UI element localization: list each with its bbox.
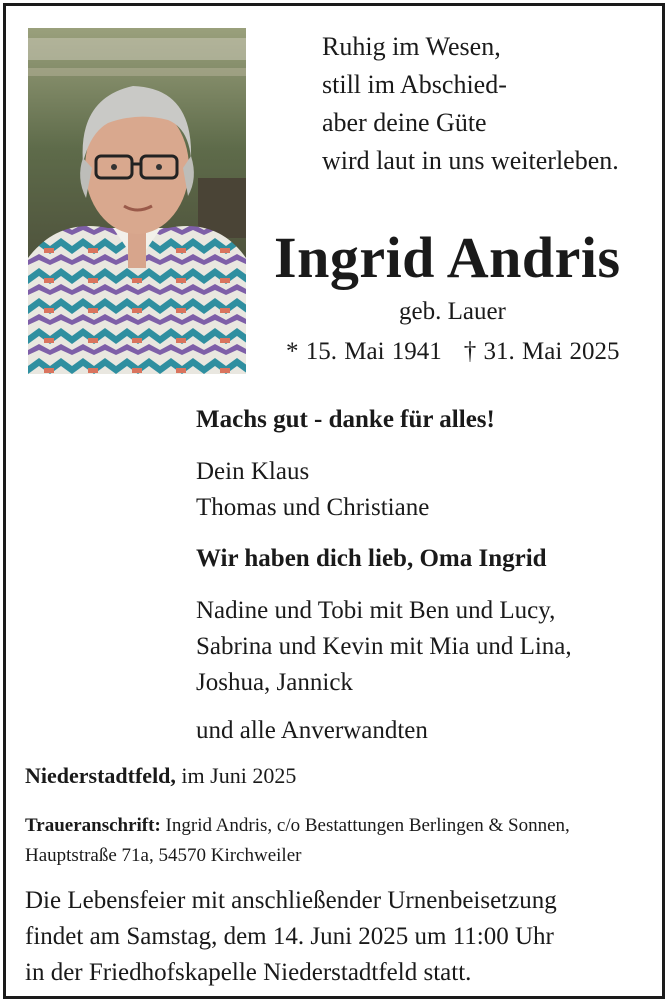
address-label: Traueranschrift: [25,815,161,836]
obituary-card [3,3,665,999]
birth-date: * 15. Mai 1941 [286,338,442,365]
death-date: † 31. Mai 2025 [463,338,620,365]
grandkids-line: Nadine und Tobi mit Ben und Lucy, [196,597,556,624]
grandkids-line: Sabrina und Kevin mit Mia und Lina, [196,633,572,660]
grandkids-line: Joshua, Jannick [196,669,353,696]
poem-line: wird laut in uns weiterleben. [322,146,619,175]
life-dates [286,338,620,366]
deceased-name: Ingrid Andris [274,225,621,290]
place-date [25,763,296,789]
ceremony-notice [25,883,557,991]
place-name: Niederstadtfeld, [25,763,176,788]
poem-line: still im Abschied- [322,70,507,99]
address-line: Hauptstraße 71a, 54570 Kirchweiler [25,845,302,866]
poem-line: aber deine Güte [322,108,487,137]
family-line: Dein Klaus [196,458,310,485]
birth-name: geb. Lauer [399,298,506,325]
family-line: Thomas und Christiane [196,494,430,521]
ceremony-line: Die Lebensfeier mit anschließender Urnenbeisetzung [25,887,557,914]
farewell-heading: Machs gut - danke für alles! [196,406,495,433]
poem [322,28,619,180]
ceremony-line: findet am Samstag, dem 14. Juni 2025 um 11:00 Uhr [25,923,554,950]
grandkids-heading: Wir haben dich lieb, Oma Ingrid [196,545,547,572]
portrait-photo [28,28,246,374]
mourning-address [25,811,570,871]
address-line: Ingrid Andris, c/o Bestattungen Berlingen & Sonnen, [160,815,570,836]
date-text: im Juni 2025 [175,763,297,788]
ceremony-line: in der Friedhofskapelle Niederstadtfeld statt. [25,959,472,986]
poem-line: Ruhig im Wesen, [322,32,501,61]
relatives-line: und alle Anverwandten [196,717,428,744]
